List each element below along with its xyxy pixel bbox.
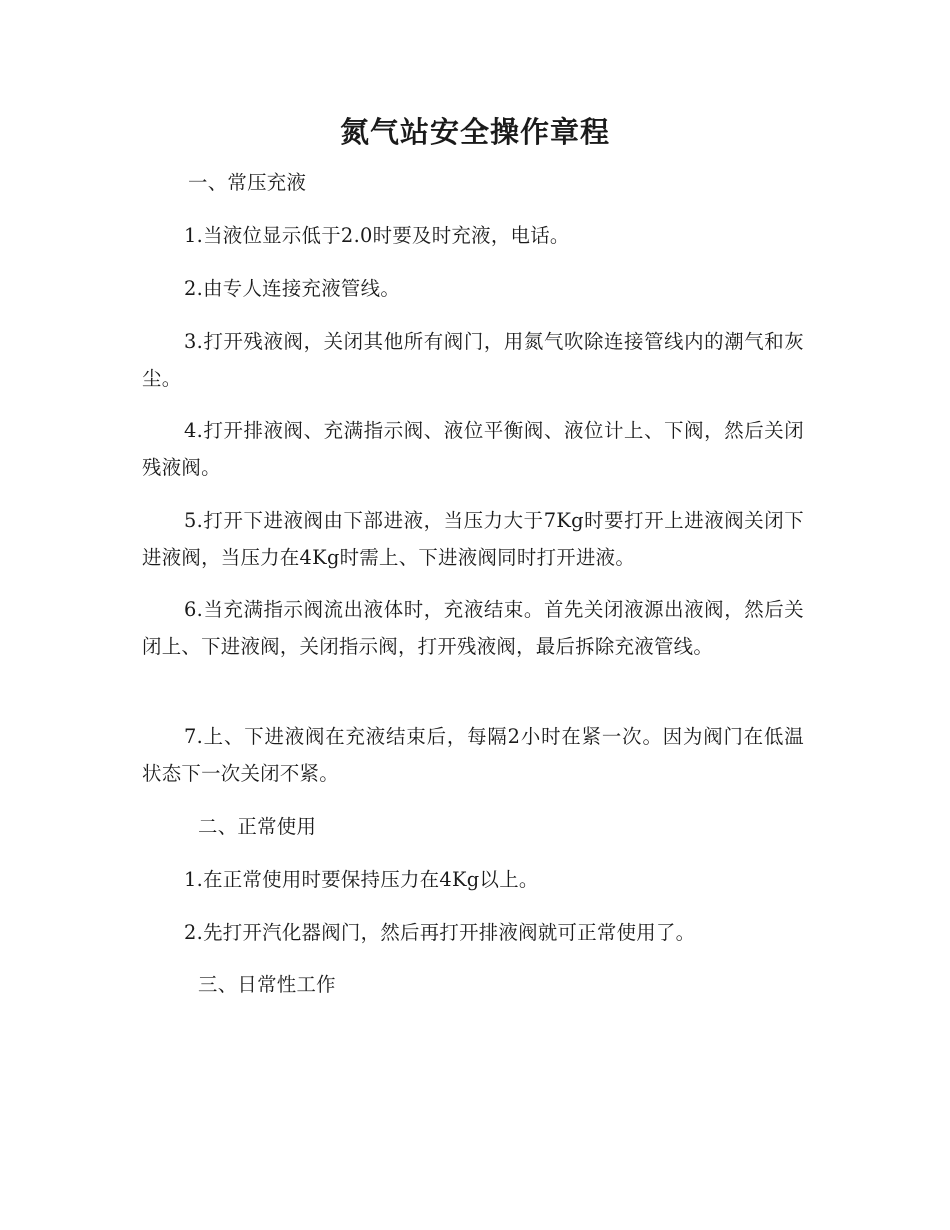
paragraph-2-1: 1.在正常使用时要保持压力在4Kg以上。 bbox=[184, 868, 539, 891]
section-heading-2: 二、正常使用 bbox=[198, 815, 317, 838]
paragraph-1-5: 5.打开下进液阀由下部进液，当压力大于7Kg时要打开上进液阀关闭下进液阀，当压力在4Kg时需上、下进液阀同时打开进液。 bbox=[142, 509, 804, 569]
paragraph-2-2: 2.先打开汽化器阀门，然后再打开排液阀就可正常使用了。 bbox=[184, 921, 696, 944]
paragraph-1-6: 6.当充满指示阀流出液体时，充液结束。首先关闭液源出液阀，然后关闭上、下进液阀，关闭指示阀，打开残液阀，最后拆除充液管线。 bbox=[142, 598, 804, 658]
paragraph-1-2: 2.由专人连接充液管线。 bbox=[184, 277, 401, 300]
section-heading-1: 一、常压充液 bbox=[188, 171, 307, 194]
section-heading-3: 三、日常性工作 bbox=[198, 973, 336, 996]
paragraph-1-1: 1.当液位显示低于2.0时要及时充液，电话。 bbox=[184, 224, 570, 247]
paragraph-1-4: 4.打开排液阀、充满指示阀、液位平衡阀、液位计上、下阀，然后关闭残液阀。 bbox=[142, 419, 804, 479]
paragraph-1-3: 3.打开残液阀，关闭其他所有阀门，用氮气吹除连接管线内的潮气和灰尘。 bbox=[142, 330, 804, 390]
paragraph-1-7: 7.上、下进液阀在充液结束后，每隔2小时在紧一次。因为阀门在低温状态下一次关闭不紧。 bbox=[142, 725, 804, 785]
document-title: 氮气站安全操作章程 bbox=[339, 115, 610, 149]
